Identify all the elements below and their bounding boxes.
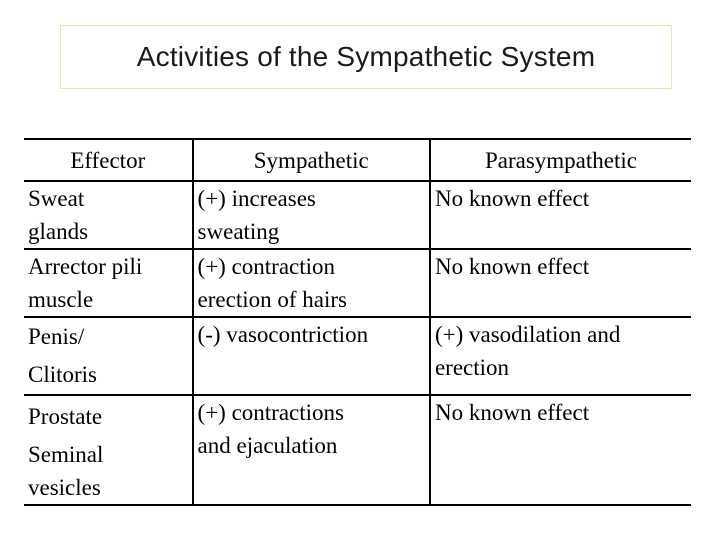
table-row-arrector-pili — [24, 249, 691, 317]
effector-cell — [24, 395, 193, 505]
effector-line: Sweat — [28, 186, 85, 211]
effector-cell — [24, 181, 193, 249]
table-row-prostate — [24, 395, 691, 505]
sympathetic-line: sweating — [197, 219, 280, 244]
effector-line: glands — [28, 219, 89, 244]
effector-line: Prostate — [28, 404, 103, 429]
sympathetic-line: (+) contraction — [197, 254, 336, 279]
parasympathetic-cell — [430, 395, 691, 505]
parasympathetic-line: No known effect — [434, 186, 590, 211]
table-row-penis-clitoris — [24, 317, 691, 395]
sympathetic-line: (+) contractions — [197, 400, 344, 425]
slide-title: Activities of the Sympathetic System — [136, 41, 596, 72]
effector-line: Arrector pili — [28, 254, 143, 279]
sympathetic-line: (+) increases — [197, 186, 316, 211]
parasympathetic-cell — [430, 181, 691, 249]
sympathetic-cell — [193, 249, 430, 317]
effector-line: vesicles — [28, 475, 101, 500]
parasympathetic-line: No known effect — [434, 254, 590, 279]
parasympathetic-cell — [430, 317, 691, 395]
effects-table — [24, 138, 691, 506]
effector-line: muscle — [28, 287, 94, 312]
effector-line: Seminal — [28, 442, 104, 467]
table-row-sweat-glands — [24, 181, 691, 249]
effector-cell — [24, 317, 193, 395]
effector-line: Penis/ — [28, 324, 85, 349]
header-sympathetic: Sympathetic — [193, 139, 430, 181]
effector-cell — [24, 249, 193, 317]
parasympathetic-line: erection — [434, 355, 510, 380]
title-box — [60, 25, 672, 89]
parasympathetic-line: No known effect — [434, 400, 590, 425]
parasympathetic-cell — [430, 249, 691, 317]
sympathetic-cell — [193, 317, 430, 395]
sympathetic-cell — [193, 395, 430, 505]
table-header-row — [24, 139, 691, 181]
header-parasympathetic: Parasympathetic — [430, 139, 691, 181]
sympathetic-line: (-) vasocontriction — [197, 322, 369, 347]
sympathetic-line: erection of hairs — [197, 287, 347, 312]
sympathetic-line: and ejaculation — [197, 433, 338, 458]
header-effector: Effector — [24, 139, 193, 181]
sympathetic-cell — [193, 181, 430, 249]
effector-line: Clitoris — [28, 362, 98, 387]
parasympathetic-line: (+) vasodilation and — [434, 322, 621, 347]
